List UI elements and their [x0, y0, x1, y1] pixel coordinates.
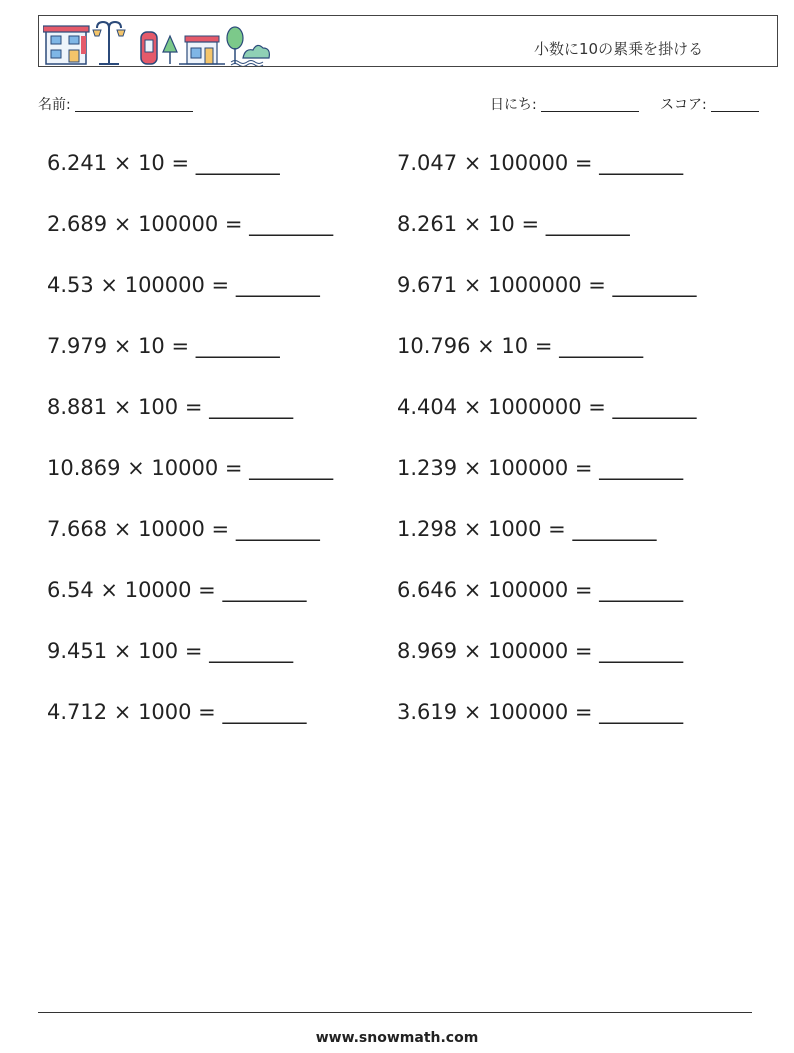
- name-field: [38, 94, 193, 114]
- problem-item: 1.298 × 1000 = ________: [397, 517, 657, 541]
- problem-item: 6.646 × 100000 = ________: [397, 578, 684, 602]
- problem-item: 4.53 × 100000 = ________: [47, 273, 320, 297]
- problem-item: 4.404 × 1000000 = ________: [397, 395, 697, 419]
- problem-item: 8.261 × 10 = ________: [397, 212, 630, 236]
- worksheet-title: 小数に10の累乗を掛ける: [534, 40, 704, 58]
- phone-booth-icon: [141, 32, 157, 64]
- score-blank[interactable]: [711, 97, 759, 112]
- header-illustration: [43, 18, 273, 66]
- tree-icon: [163, 36, 177, 64]
- problem-item: 7.668 × 10000 = ________: [47, 517, 320, 541]
- problem-item: 7.979 × 10 = ________: [47, 334, 280, 358]
- tree-icon: [227, 27, 243, 64]
- problem-item: 2.689 × 100000 = ________: [47, 212, 334, 236]
- footer-website[interactable]: www.snowmath.com: [315, 1030, 479, 1046]
- problem-item: 3.619 × 100000 = ________: [397, 700, 684, 724]
- score-field: [660, 94, 759, 114]
- date-field: [490, 94, 639, 114]
- shop-icon: [179, 36, 225, 64]
- problem-item: 6.241 × 10 = ________: [47, 151, 280, 175]
- problem-item: 9.451 × 100 = ________: [47, 639, 294, 663]
- problem-item: 10.869 × 10000 = ________: [47, 456, 334, 480]
- problem-item: 8.969 × 100000 = ________: [397, 639, 684, 663]
- problem-item: 8.881 × 100 = ________: [47, 395, 294, 419]
- problem-item: 1.239 × 100000 = ________: [397, 456, 684, 480]
- problem-item: 6.54 × 10000 = ________: [47, 578, 307, 602]
- problem-item: 10.796 × 10 = ________: [397, 334, 644, 358]
- date-label: 日にち:: [490, 97, 537, 113]
- footer-divider: [38, 1012, 752, 1013]
- name-label: 名前:: [38, 97, 71, 113]
- problem-item: 9.671 × 1000000 = ________: [397, 273, 697, 297]
- date-blank[interactable]: [541, 97, 639, 112]
- score-label: スコア:: [660, 97, 707, 113]
- building-icon: [43, 26, 89, 64]
- problem-item: 4.712 × 1000 = ________: [47, 700, 307, 724]
- street-lamp-icon: [93, 22, 125, 64]
- name-blank[interactable]: [75, 97, 193, 112]
- header-box: [38, 15, 778, 67]
- problem-item: 7.047 × 100000 = ________: [397, 151, 684, 175]
